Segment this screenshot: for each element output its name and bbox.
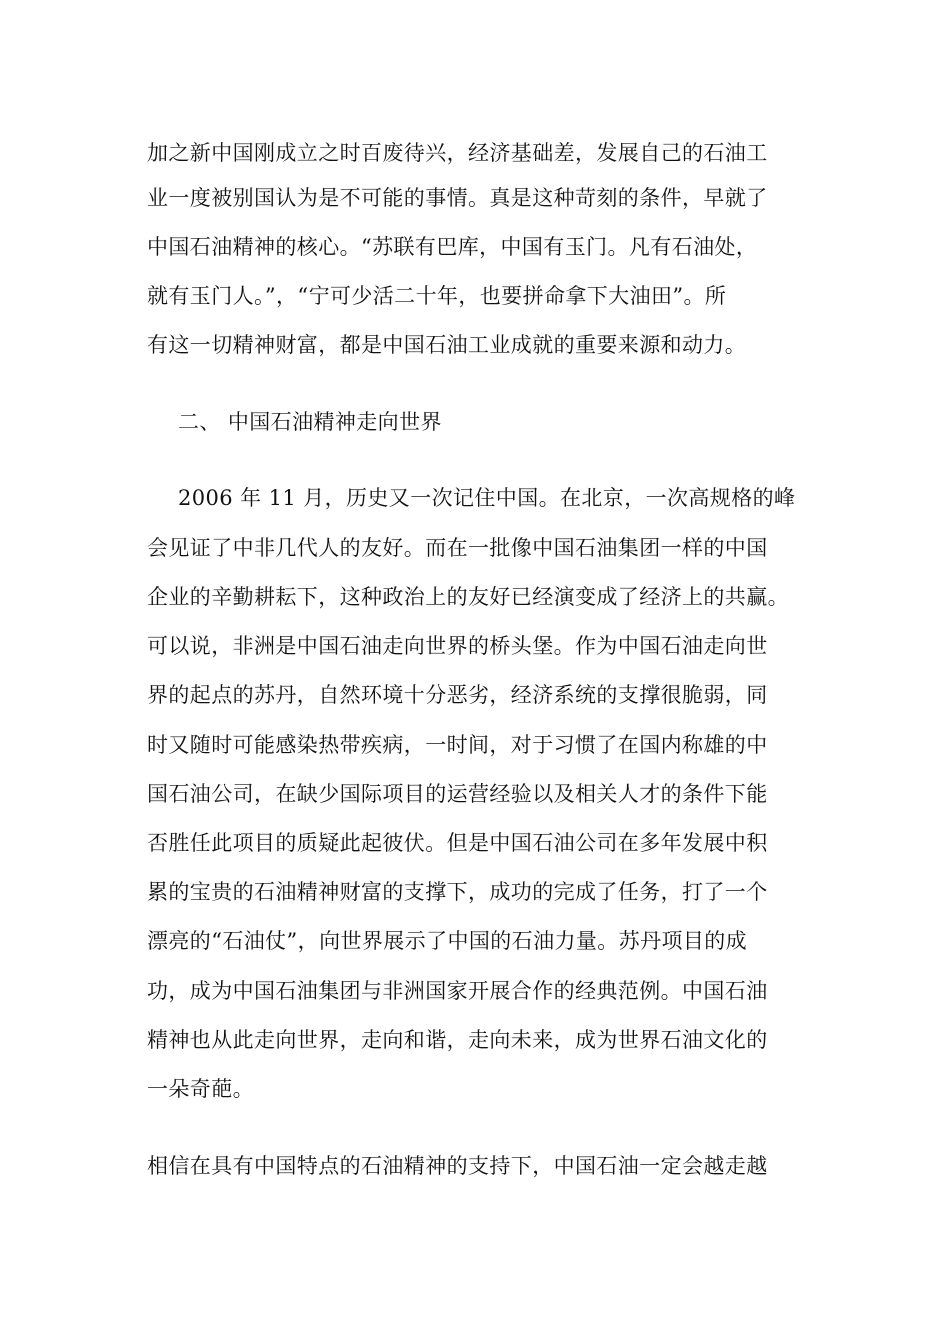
paragraph-1-line-1: 加之新中国刚成立之时百废待兴，经济基础差，发展自己的石油工 (147, 141, 768, 165)
paragraph-2-line-12: 精神也从此走向世界，走向和谐，走向未来，成为世界石油文化的 (147, 1028, 768, 1052)
paragraph-1-line-3: 中国石油精神的核心。“苏联有巴库，中国有玉门。凡有石油处， (147, 235, 758, 259)
paragraph-2-line-5: 界的起点的苏丹，自然环境十分恶劣，经济系统的支撑很脆弱，同 (147, 683, 768, 707)
paragraph-1-line-4: 就有玉门人。”，“宁可少活二十年，也要拼命拿下大油田”。所 (147, 284, 727, 308)
paragraph-1-line-5: 有这一切精神财富，都是中国石油工业成就的重要来源和动力。 (147, 333, 747, 357)
paragraph-2-line-2: 会见证了中非几代人的友好。而在一批像中国石油集团一样的中国 (147, 536, 768, 560)
paragraph-2-line-3: 企业的辛勤耕耘下，这种政治上的友好已经演变成了经济上的共赢。 (147, 585, 789, 609)
paragraph-2-line-11: 功，成为中国石油集团与非洲国家开展合作的经典范例。中国石油 (147, 979, 768, 1003)
paragraph-3-line-1: 相信在具有中国特点的石油精神的支持下，中国石油一定会越走越 (147, 1154, 768, 1178)
paragraph-2-line-10: 漂亮的“石油仗”，向世界展示了中国的石油力量。苏丹项目的成 (147, 929, 748, 953)
paragraph-2-line-6: 时又随时可能感染热带疾病，一时间，对于习惯了在国内称雄的中 (147, 733, 768, 757)
paragraph-2-line-9: 累的宝贵的石油精神财富的支撑下，成功的完成了任务，打了一个 (147, 880, 768, 904)
paragraph-2-line-13: 一朵奇葩。 (147, 1077, 254, 1101)
paragraph-2-line-4: 可以说，非洲是中国石油走向世界的桥头堡。作为中国石油走向世 (147, 634, 768, 658)
paragraph-2-line-1: 2006 年 11 月，历史又一次记住中国。在北京，一次高规格的峰 (178, 486, 796, 510)
section-heading: 二、 中国石油精神走向世界 (178, 410, 442, 434)
paragraph-1-line-2: 业一度被别国认为是不可能的事情。真是这种苛刻的条件，早就了 (147, 186, 768, 210)
paragraph-2-line-8: 否胜任此项目的质疑此起彼伏。但是中国石油公司在多年发展中积 (147, 831, 768, 855)
paragraph-2-line-7: 国石油公司，在缺少国际项目的运营经验以及相关人才的条件下能 (147, 782, 768, 806)
